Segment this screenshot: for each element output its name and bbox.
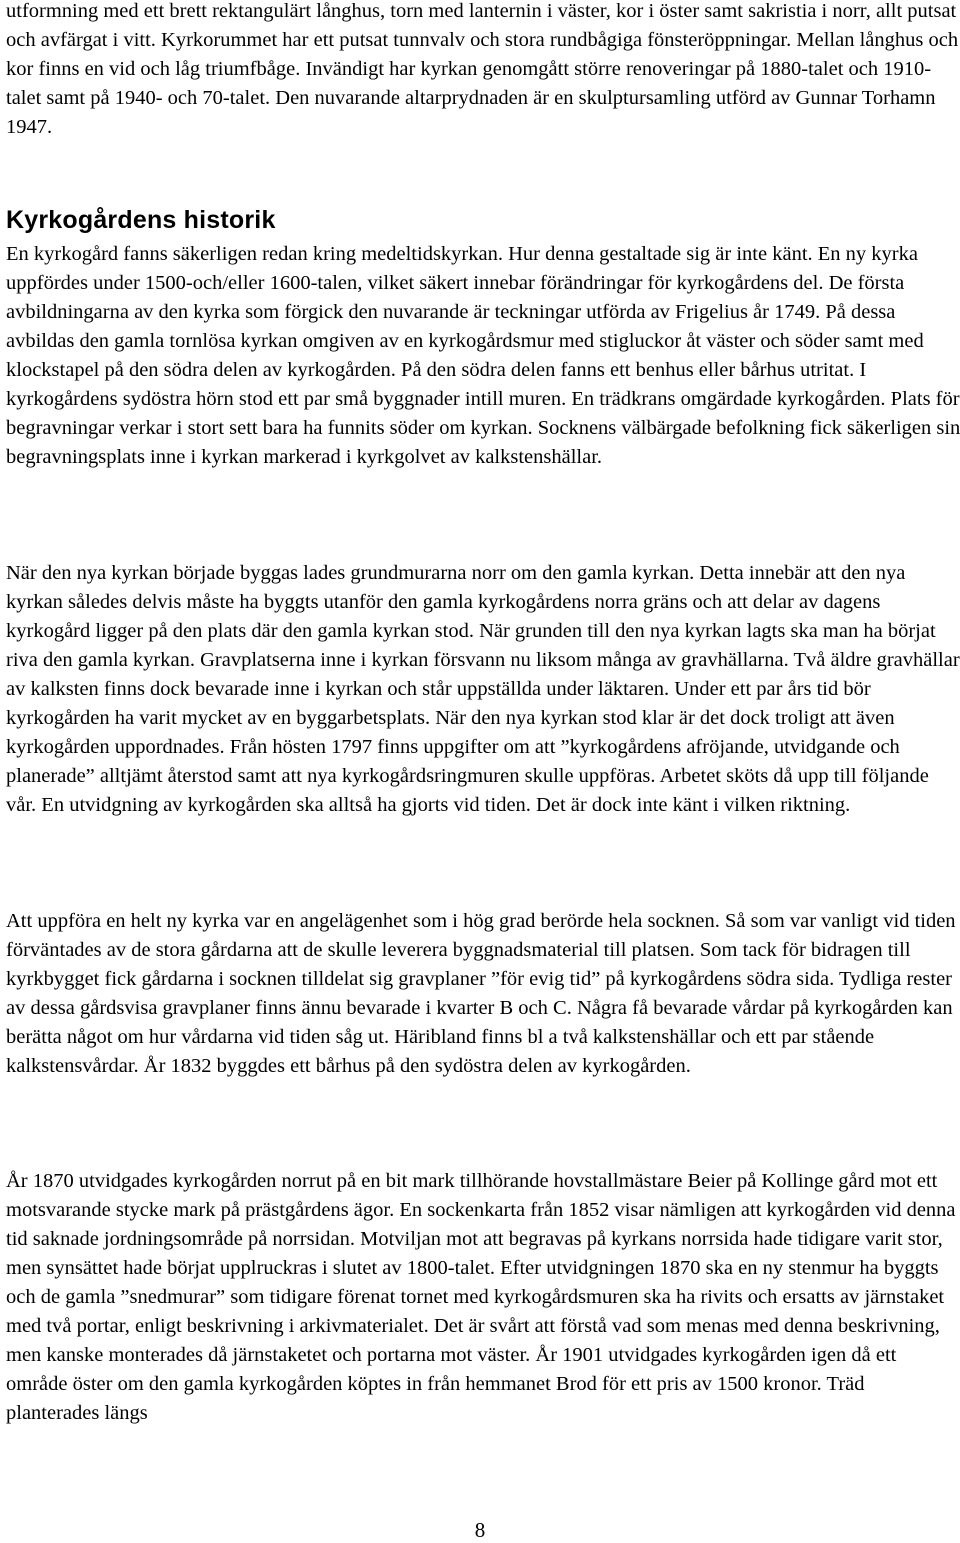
paragraph-nya-kyrkan: När den nya kyrkan började byggas lades grundmurarna norr om den gamla kyrkan. Detta innebär att den nya kyrkan således delvis måste ha byggts utanför den gamla kyrkogårdens norra gräns och att delar av dagens kyrkogård ligger på den plats där den gamla kyrkan stod. När grunden till den nya kyrkan lagts ska man ha börjat riva den gamla kyrkan. Gravplatserna inne i kyrkan försvann nu liksom många av gravhällarna. Två äldre gravhällar av kalksten finns dock bevarade inne i kyrkan och står uppställda under läktaren. Under ett par års tid bör kyrkogården ha varit mycket av en byggarbetsplats. När den nya kyrkan stod klar är det dock troligt att även kyrkogården uppordnades. Från hösten 1797 finns uppgifter om att ”kyrkogårdens afröjande, utvidgande och planerade” alltjämt återstod samt att nya kyrkogårdsringmuren skulle uppföras. Arbetet sköts då upp till följande vår. En utvidgning av kyrkogården ska alltså ha gjorts vid tiden. Det är dock inte känt i vilken riktning. <box>6 562 960 816</box>
page-number: 8 <box>474 1518 486 1542</box>
paragraph-gravplaner: Att uppföra en helt ny kyrka var en angelägenhet som i hög grad berörde hela socknen. Så som var vanligt vid tiden förväntades av de stora gårdarna att de skulle leverera byggnadsmaterial till platsen. Som tack för bidragen till kyrkbygget fick gårdarna i socknen tilldelat sig gravplaner ”för evig tid” på kyrkogårdens södra sida. Tydliga rester av dessa gårdsvisa gravplaner finns ännu bevarade i kvarter B och C. Några få bevarade vårdar på kyrkogården kan berätta något om hur vårdarna vid tiden såg ut. Häribland finns bl a två kalkstenshällar och ett par stående kalkstensvårdar. År 1832 byggdes ett bårhus på den sydöstra delen av kyrkogården. <box>6 910 956 1077</box>
paragraph-utvidgning: År 1870 utvidgades kyrkogården norrut på en bit mark tillhörande hovstallmästare Beier på Kollinge gård mot ett motsvarande stycke mark på prästgårdens ägor. En sockenkarta från 1852 visar nämligen att kyrkogården vid denna tid saknade jordningsområde på norrsidan. Motviljan mot att begravas på kyrkans norrsida hade tidigare varit stor, men synsättet hade börjat upplruckras i slutet av 1800-talet. Efter utvidgningen 1870 ska en ny stenmur ha byggts och de gamla ”snedmurar” som tidigare förenat tornet med kyrkogårdsmuren ska ha rivits och ersatts av järnstaket med två portar, enligt beskrivning i arkivmaterialet. Det är svårt att förstå vad som menas med denna beskrivning, men kanske monterades då järnstaketet och portarna mot väster. År 1901 utvidgades kyrkogården igen då ett område öster om den gamla kyrkogården köptes in från hemmanet Brod för ett pris av 1500 kronor. Träd planterades längs <box>6 1170 956 1424</box>
section-heading: Kyrkogårdens historik <box>6 206 276 234</box>
intro-paragraph: utformning med ett brett rektangulärt långhus, torn med lanternin i väster, kor i öster samt sakristia i norr, allt putsat och avfärgat i vitt. Kyrkorummet har ett putsat tunnvalv och stora rundbågiga fönsteröppningar. Mellan långhus och kor finns en vid och låg triumfbåge. Invändigt har kyrkan genomgått större renoveringar på 1880-talet och 1910-talet samt på 1940- och 70-talet. Den nuvarande altarprydnaden är en skulptursamling utförd av Gunnar Torhamn 1947. <box>6 0 959 138</box>
paragraph-kyrkogard-medeltid: En kyrkogård fanns säkerligen redan kring medeltidskyrkan. Hur denna gestaltade sig är inte känt. En ny kyrka uppfördes under 1500-och/eller 1600-talen, vilket säkert innebar förändringar för kyrkogårdens del. De första avbildningarna av den kyrka som förgick den nuvarande är teckningar utförda av Frigelius år 1749. På dessa avbildas den gamla tornlösa kyrkan omgiven av en kyrkogårdsmur med stigluckor åt väster och söder samt med klockstapel på den södra delen av kyrkogården. På den södra delen fanns ett benhus eller bårhus utritat. I kyrkogårdens sydöstra hörn stod ett par små byggnader intill muren. En trädkrans omgärdade kyrkogården. Plats för begravningar verkar i stort sett bara ha funnits söder om kyrkan. Socknens välbärgade befolkning fick säkerligen sin begravningsplats inne i kyrkan markerad i kyrkgolvet av kalkstenshällar. <box>6 243 960 468</box>
